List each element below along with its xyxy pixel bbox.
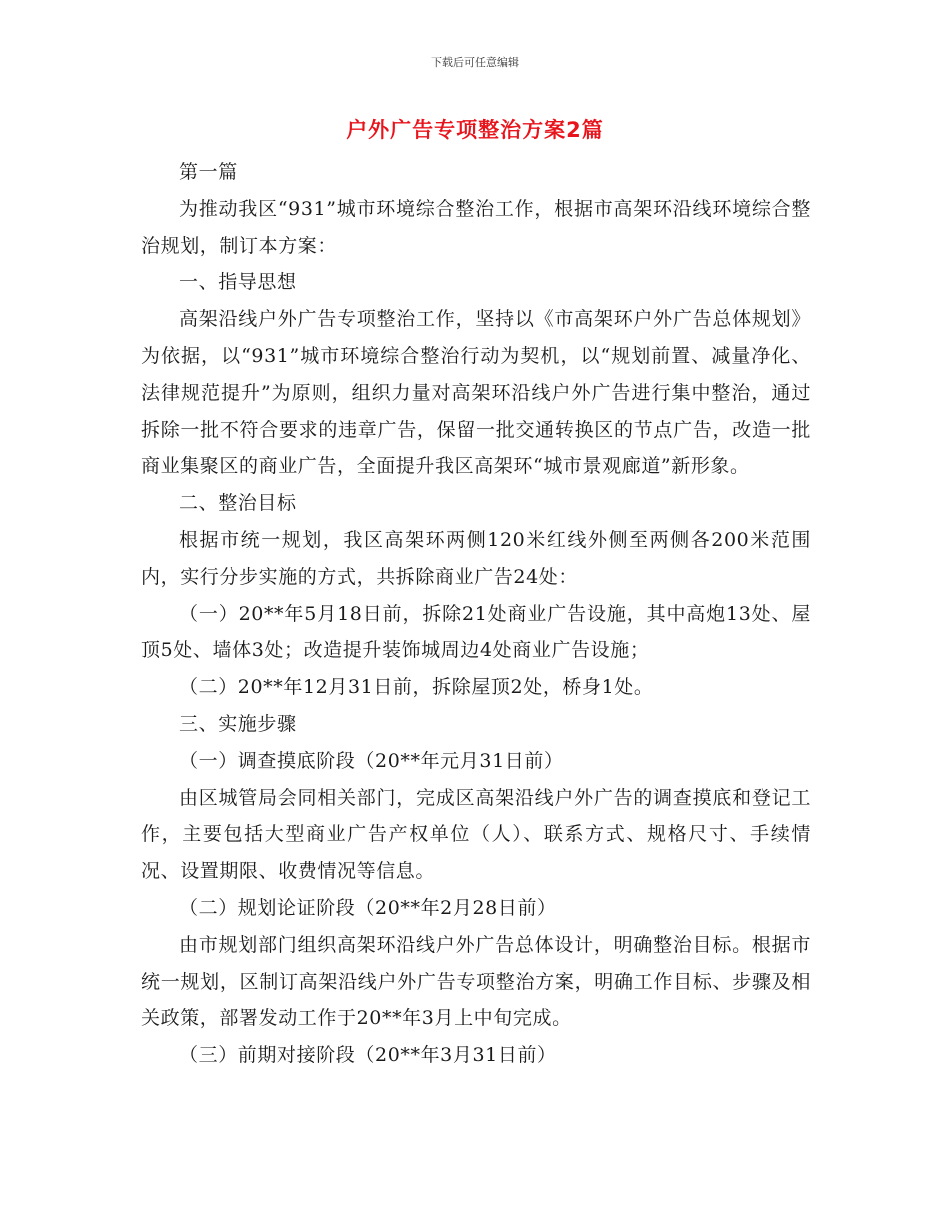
subheading-planning-stage: （二）规划论证阶段（20**年2月28日前） [179,896,557,919]
paragraph-planning-stage: 由市规划部门组织高架环沿线户外广告总体设计，明确整治目标。根据市统一规划，区制订高架沿线户外广告专项整治方案，明确工作目标、步骤及相关政策，部署发动工作于20**年3月上中旬完成。 [141,933,811,1030]
paragraph-survey-stage: 由区城管局会同相关部门，完成区高架沿线户外广告的调查摸底和登记工作，主要包括大型商业广告产权单位（人）、联系方式、规格尺寸、手续情况、设置期限、收费情况等信息。 [141,786,811,883]
heading-rectification-goals: 二、整治目标 [179,492,297,515]
subheading-survey-stage: （一）调查摸底阶段（20**年元月31日前） [179,749,564,772]
paragraph-goal-item-two: （二）20**年12月31日前，拆除屋顶2处，桥身1处。 [179,676,654,699]
document-title: 户外广告专项整治方案2篇 [346,118,604,142]
heading-guiding-thought: 一、指导思想 [179,271,297,294]
paragraph-rectification-goals: 根据市统一规划，我区高架环两侧120米红线外侧至两侧各200米范围内，实行分步实施的方式，共拆除商业广告24处： [141,528,811,588]
paragraph-part-one: 第一篇 [179,161,238,183]
page-header-note: 下载后可任意编辑 [431,56,519,69]
document-body [141,154,811,1074]
paragraph-guiding-thought: 高架沿线户外广告专项整治工作，坚持以《市高架环户外广告总体规划》为依据，以“931”城市环境综合整治行动为契机，以“规划前置、减量净化、法律规范提升”为原则，组织力量对高架环沿线户外广告进行集中整治，通过拆除一批不符合要求的违章广告，保留一批交通转换区的节点广告，改造一批商业集聚区的商业广告，全面提升我区高架环“城市景观廊道”新形象。 [141,308,811,478]
paragraph-intro: 为推动我区“931”城市环境综合整治工作，根据市高架环沿线环境综合整治规划，制订本方案： [141,197,811,257]
subheading-docking-stage: （三）前期对接阶段（20**年3月31日前） [179,1044,557,1067]
heading-implementation-steps: 三、实施步骤 [179,712,297,735]
paragraph-goal-item-one: （一）20**年5月18日前，拆除21处商业广告设施，其中高炮13处、屋顶5处、墙体3处；改造提升装饰城周边4处商业广告设施； [141,602,811,662]
